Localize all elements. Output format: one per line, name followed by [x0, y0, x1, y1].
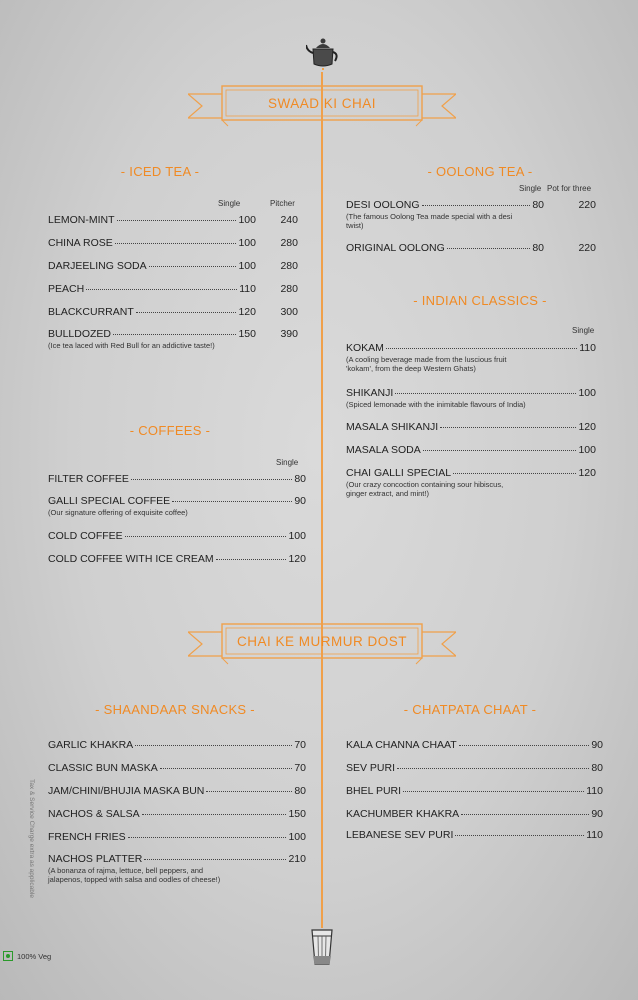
item-name: NACHOS PLATTER — [48, 853, 143, 865]
menu-item-row — [48, 328, 298, 340]
menu-item-row — [48, 283, 298, 295]
menu-item — [48, 473, 306, 485]
menu-item — [48, 762, 306, 774]
item-description: (Spiced lemonade with the inimitable flavours of India) — [346, 400, 526, 409]
dot-leader — [206, 790, 292, 792]
menu-item — [48, 831, 306, 843]
dot-leader — [160, 767, 293, 769]
item-price-single: 100 — [238, 260, 256, 272]
menu-item-row — [346, 785, 603, 797]
item-name: KOKAM — [346, 342, 384, 354]
menu-item-row — [48, 237, 298, 249]
item-name: SEV PURI — [346, 762, 396, 774]
item-name: DARJEELING SODA — [48, 260, 147, 272]
item-price: 120 — [578, 421, 596, 433]
dot-leader — [423, 449, 577, 451]
item-price: 100 — [288, 530, 306, 542]
item-description: (The famous Oolong Tea made special with a desi twist) — [346, 212, 513, 230]
banner-swaad-ki-chai — [188, 84, 456, 128]
item-name: LEBANESE SEV PURI — [346, 829, 454, 841]
menu-item — [346, 421, 596, 433]
center-divider-line — [321, 72, 323, 928]
menu-item — [48, 785, 306, 797]
section-title-indian-classics: - INDIAN CLASSICS - — [413, 293, 547, 308]
dot-leader — [403, 790, 584, 792]
menu-item-row — [48, 739, 306, 751]
menu-item — [346, 444, 596, 456]
dot-leader — [136, 311, 237, 313]
menu-item — [346, 387, 596, 409]
item-price: 90 — [294, 495, 306, 507]
menu-item — [346, 199, 596, 230]
item-price: 100 — [578, 387, 596, 399]
dot-leader — [395, 392, 576, 394]
item-name: LEMON-MINT — [48, 214, 115, 226]
dot-leader — [125, 535, 287, 537]
item-price: 90 — [591, 739, 603, 751]
item-name: BULLDOZED — [48, 328, 112, 340]
dot-leader — [117, 219, 237, 221]
item-name: ORIGINAL OOLONG — [346, 242, 445, 254]
menu-item — [48, 214, 298, 226]
menu-item-row — [48, 831, 306, 843]
item-name: COLD COFFEE WITH ICE CREAM — [48, 553, 214, 565]
item-price-large: 300 — [280, 306, 298, 318]
menu-item-row — [48, 260, 298, 272]
item-name: CHINA ROSE — [48, 237, 113, 249]
menu-item-row — [346, 739, 603, 751]
dot-leader — [459, 744, 590, 746]
menu-item-row — [48, 785, 306, 797]
col-header-pot: Pot for three — [547, 184, 592, 193]
item-name: KACHUMBER KHAKRA — [346, 808, 460, 820]
item-description: (A bonanza of rajma, lettuce, bell peppers, and jalapenos, topped with salsa and oodles of cheese!) — [48, 866, 221, 884]
item-price: 90 — [591, 808, 603, 820]
menu-item-row — [48, 530, 306, 542]
menu-item — [346, 762, 603, 774]
veg-badge — [3, 951, 51, 961]
menu-item-row — [346, 829, 603, 841]
menu-item — [48, 853, 306, 884]
menu-item-row — [48, 762, 306, 774]
item-name: MASALA SODA — [346, 444, 421, 456]
banner-title: CHAI KE MURMUR DOST — [236, 634, 407, 649]
item-price: 80 — [294, 473, 306, 485]
item-name: MASALA SHIKANJI — [346, 421, 439, 433]
item-price: 120 — [288, 553, 306, 565]
item-price: 100 — [288, 831, 306, 843]
dot-leader — [453, 472, 576, 474]
section-title-snacks: - SHAANDAAR SNACKS - — [95, 702, 255, 717]
menu-item — [48, 808, 306, 820]
section-title-chaat: - CHATPATA CHAAT - — [403, 702, 537, 717]
menu-item-row — [48, 473, 306, 485]
menu-item — [346, 808, 603, 820]
menu-item-row — [346, 387, 596, 399]
item-price-single: 150 — [238, 328, 256, 340]
dot-leader — [397, 767, 589, 769]
menu-item — [346, 785, 603, 797]
item-price: 110 — [579, 342, 596, 354]
menu-item — [48, 553, 306, 565]
item-price: 150 — [288, 808, 306, 820]
item-price-single: 100 — [238, 237, 256, 249]
item-price-large: 280 — [280, 283, 298, 295]
item-price-large: 240 — [280, 214, 298, 226]
item-name: CHAI GALLI SPECIAL — [346, 467, 452, 479]
dot-leader — [128, 836, 287, 838]
section-title-oolong-tea: - OOLONG TEA - — [427, 164, 533, 179]
menu-item — [48, 739, 306, 751]
col-header-single: Single — [519, 184, 542, 193]
item-price-large: 390 — [280, 328, 298, 340]
menu-item — [48, 260, 298, 272]
item-price: 70 — [294, 739, 306, 751]
item-price: 70 — [294, 762, 306, 774]
menu-item — [346, 467, 596, 498]
item-price-large: 280 — [280, 260, 298, 272]
item-name: NACHOS & SALSA — [48, 808, 140, 820]
menu-item — [346, 739, 603, 751]
item-price-single: 110 — [239, 283, 256, 295]
menu-item — [48, 283, 298, 295]
menu-item — [48, 237, 298, 249]
menu-item-row — [48, 853, 306, 865]
menu-item-row — [48, 808, 306, 820]
menu-item-row — [48, 553, 306, 565]
item-price: 100 — [578, 444, 596, 456]
dot-leader — [86, 288, 237, 290]
item-price-single: 80 — [532, 199, 544, 211]
item-price: 120 — [578, 467, 596, 479]
item-price: 110 — [586, 785, 603, 797]
item-price: 80 — [294, 785, 306, 797]
menu-item — [48, 328, 298, 350]
menu-item — [48, 530, 306, 542]
dot-leader — [216, 558, 287, 560]
menu-item-row — [346, 342, 596, 354]
item-price-large: 280 — [280, 237, 298, 249]
menu-item — [48, 495, 306, 517]
menu-item-row — [346, 242, 596, 254]
dot-leader — [113, 333, 236, 335]
item-name: GARLIC KHAKRA — [48, 739, 134, 751]
item-price: 110 — [586, 829, 603, 841]
item-name: FILTER COFFEE — [48, 473, 129, 485]
item-price-large: 220 — [578, 199, 596, 211]
menu-item — [346, 342, 596, 373]
item-description: (Our crazy concoction containing sour hibiscus, ginger extract, and mint!) — [346, 480, 504, 498]
veg-label: 100% Veg — [17, 951, 52, 961]
item-name: KALA CHANNA CHAAT — [346, 739, 457, 751]
menu-item-row — [346, 808, 603, 820]
menu-item — [346, 829, 603, 841]
item-name: SHIKANJI — [346, 387, 394, 399]
item-description: (Ice tea laced with Red Bull for an addictive taste!) — [48, 341, 215, 350]
item-name: CLASSIC BUN MASKA — [48, 762, 158, 774]
item-name: COLD COFFEE — [48, 530, 123, 542]
menu-item-row — [346, 467, 596, 479]
veg-mark-icon — [3, 951, 13, 961]
teapot-icon — [306, 34, 340, 70]
col-header-single: Single — [218, 199, 241, 208]
col-header-single: Single — [276, 458, 299, 467]
item-price: 80 — [591, 762, 603, 774]
dot-leader — [455, 834, 584, 836]
item-price-single: 80 — [532, 242, 544, 254]
item-price-single: 120 — [238, 306, 256, 318]
dot-leader — [422, 204, 531, 206]
col-header-pitcher: Pitcher — [270, 199, 295, 208]
col-header-single: Single — [572, 326, 595, 335]
section-title-coffees: - COFFEES - — [129, 423, 211, 438]
item-name: BHEL PURI — [346, 785, 402, 797]
item-price-single: 100 — [238, 214, 256, 226]
menu-item-row — [346, 762, 603, 774]
dot-leader — [447, 247, 531, 249]
item-description: (A cooling beverage made from the luscious fruit 'kokam', from the deep Western Ghats) — [346, 355, 507, 373]
item-name: BLACKCURRANT — [48, 306, 134, 318]
item-name: DESI OOLONG — [346, 199, 420, 211]
menu-item-row — [48, 306, 298, 318]
dot-leader — [172, 500, 292, 502]
dot-leader — [149, 265, 237, 267]
menu-item-row — [346, 199, 596, 211]
menu-item-row — [346, 444, 596, 456]
dot-leader — [131, 478, 292, 480]
dot-leader — [144, 858, 286, 860]
chai-glass-icon — [310, 926, 334, 966]
tax-note: Tax & Service Charge extra as applicable — [27, 779, 35, 898]
item-name: GALLI SPECIAL COFFEE — [48, 495, 171, 507]
dot-leader — [135, 744, 292, 746]
item-name: PEACH — [48, 283, 85, 295]
dot-leader — [461, 813, 589, 815]
item-price: 210 — [288, 853, 306, 865]
item-name: FRENCH FRIES — [48, 831, 126, 843]
dot-leader — [440, 426, 576, 428]
banner-chai-ke-murmur-dost — [188, 622, 456, 666]
item-description: (Our signature offering of exquisite coffee) — [48, 508, 188, 517]
dot-leader — [142, 813, 287, 815]
item-name: JAM/CHINI/BHUJIA MASKA BUN — [48, 785, 205, 797]
dot-leader — [386, 347, 577, 349]
banner-title: SWAAD KI CHAI — [267, 96, 376, 111]
section-title-iced-tea: - ICED TEA - — [120, 164, 200, 179]
menu-item-row — [48, 214, 298, 226]
menu-item-row — [48, 495, 306, 507]
menu-item-row — [346, 421, 596, 433]
menu-item — [346, 242, 596, 254]
menu-item — [48, 306, 298, 318]
item-price-large: 220 — [578, 242, 596, 254]
dot-leader — [115, 242, 237, 244]
